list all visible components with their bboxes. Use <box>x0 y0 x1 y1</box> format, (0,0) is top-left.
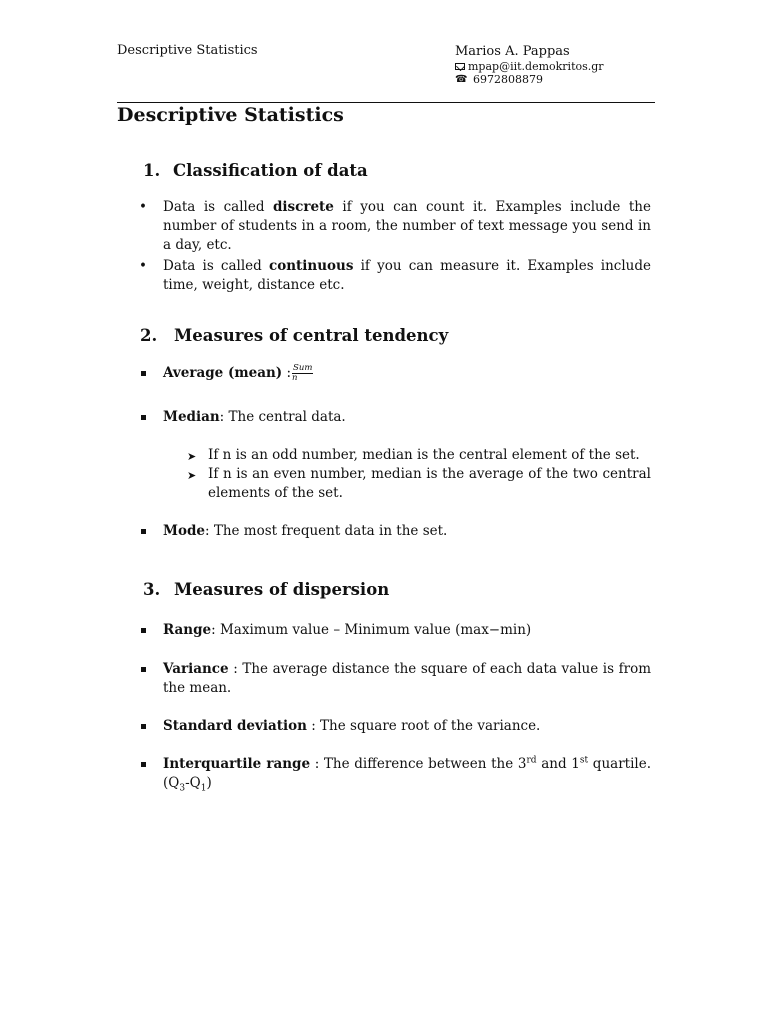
item-text: if you can measure it. Examples include time, weight, distance etc. <box>163 258 651 293</box>
bullet-dot-icon <box>139 198 147 217</box>
item-text: if you can count it. Examples include the number of students in a room, the number of text message you send in a day, etc. <box>163 199 651 253</box>
quartile-subscript: 3 <box>179 783 186 794</box>
section-number: 2. <box>140 326 158 345</box>
list-item-average <box>139 364 651 383</box>
item-term: Median <box>163 409 220 425</box>
item-text: : The most frequent data in the set. <box>204 523 448 539</box>
bullet-square-icon <box>141 371 146 376</box>
item-term: continuous <box>268 258 354 274</box>
item-text: : The difference between the 3 <box>310 756 527 772</box>
item-text: Data is called <box>163 258 269 274</box>
bullet-dot-icon <box>139 257 147 276</box>
header-phone-line <box>455 73 604 86</box>
page-title: Descriptive Statistics <box>117 104 344 126</box>
item-text: : <box>282 365 292 381</box>
item-term: Standard deviation <box>163 718 307 734</box>
list-item-mode <box>139 522 651 541</box>
header-email: mpap@iit.demokritos.gr <box>468 60 604 73</box>
item-text: ) <box>206 775 212 791</box>
section-title: Classification of data <box>173 161 368 180</box>
bullet-square-icon <box>141 628 146 633</box>
item-term: Average (mean) <box>163 365 283 381</box>
list-item-interquartile-range <box>139 755 651 793</box>
ordinal-suffix: rd <box>526 755 537 766</box>
bullet-square-icon <box>141 762 146 767</box>
item-term: discrete <box>272 199 334 215</box>
header-doc-title: Descriptive Statistics <box>117 43 258 58</box>
header-author-block <box>455 43 604 86</box>
bullet-square-icon <box>141 415 146 420</box>
arrow-right-icon: ➤ <box>187 450 197 463</box>
fraction-numerator: Sum <box>293 363 313 373</box>
arrow-right-icon: ➤ <box>187 469 197 482</box>
item-text: quartile. (Q <box>163 756 651 791</box>
list-item-discrete <box>139 198 651 255</box>
section-heading-dispersion <box>143 580 389 599</box>
list-item-range <box>139 621 651 640</box>
bullet-square-icon <box>141 667 146 672</box>
item-text: : The square root of the variance. <box>306 718 541 734</box>
header-divider <box>117 102 655 103</box>
quartile-subscript: 1 <box>200 783 207 794</box>
telephone-icon: ☎ <box>455 74 468 85</box>
section-title: Measures of dispersion <box>174 580 390 599</box>
item-term: Mode <box>163 523 205 539</box>
list-item-standard-deviation <box>139 717 651 736</box>
item-term: Interquartile range <box>163 756 311 772</box>
item-term: Variance <box>163 661 229 677</box>
list-item-variance <box>139 660 651 698</box>
sub-item-text: If n is an even number, median is the average of the two central elements of the set. <box>208 466 651 501</box>
item-text: Data is called <box>163 199 273 215</box>
fraction-denominator: n <box>292 373 298 383</box>
section-title: Measures of central tendency <box>174 326 449 345</box>
list-item-median <box>139 408 651 427</box>
item-text: -Q <box>185 775 201 791</box>
item-text: : The central data. <box>219 409 346 425</box>
envelope-icon <box>455 63 465 70</box>
sub-item-odd <box>187 446 651 465</box>
section-heading-central-tendency <box>140 326 448 345</box>
ordinal-suffix: st <box>579 755 589 766</box>
sum-over-n-fraction <box>292 364 313 383</box>
section-heading-classification <box>143 161 368 180</box>
bullet-square-icon <box>141 529 146 534</box>
item-term: Range <box>163 622 212 638</box>
sub-item-text: If n is an odd number, median is the central element of the set. <box>208 447 640 463</box>
header-author: Marios A. Pappas <box>455 44 570 59</box>
sub-item-even <box>187 465 651 503</box>
item-text: : The average distance the square of each data value is from the mean. <box>163 661 651 696</box>
bullet-square-icon <box>141 724 146 729</box>
item-text: : Maximum value – Minimum value (max−min) <box>211 622 532 638</box>
item-text: and 1 <box>536 756 580 772</box>
section-number: 3. <box>143 580 161 599</box>
list-item-continuous <box>139 257 651 295</box>
header-phone: 6972808879 <box>473 73 543 86</box>
header-email-line <box>455 60 604 73</box>
section-number: 1. <box>143 161 161 180</box>
